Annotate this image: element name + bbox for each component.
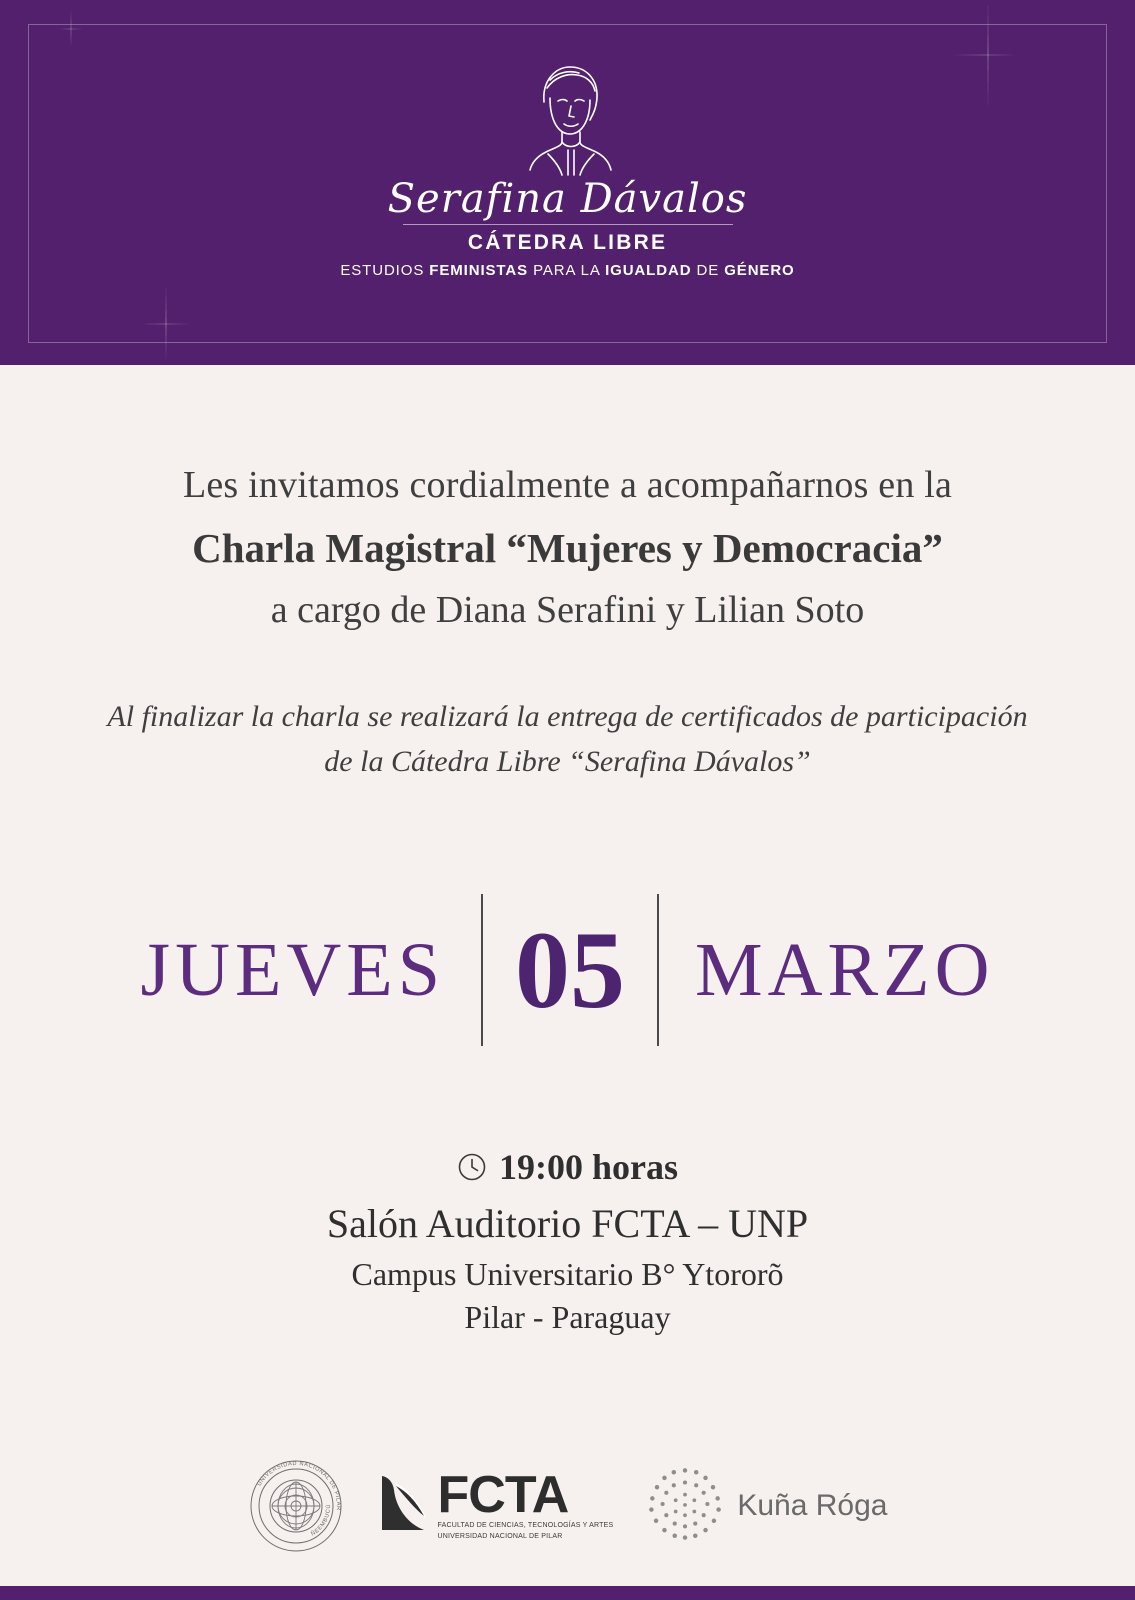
invitation-block (0, 365, 1135, 632)
kuna-roga-name: Kuña Róga (737, 1489, 888, 1522)
unp-logo (248, 1458, 344, 1554)
svg-text:UNIVERSIDAD NACIONAL DE PILAR: UNIVERSIDAD NACIONAL DE PILAR (256, 1460, 341, 1511)
fcta-name: FCTA (437, 1465, 569, 1524)
brand-subtitle-part: FEMINISTAS (429, 262, 529, 279)
fcta-mark-icon (374, 1472, 432, 1539)
date-day: 05 (515, 909, 625, 1031)
certificate-note (0, 694, 1135, 784)
kuna-roga-mark-icon (643, 1462, 727, 1551)
catedra-logo (0, 58, 1135, 279)
brand-subtitle-part: GÉNERO (724, 262, 795, 279)
brand-catedra-libre: CÁTEDRA LIBRE (467, 231, 668, 254)
brand-subtitle (0, 262, 1135, 279)
event-time: 19:00 horas (499, 1147, 678, 1187)
certificate-note-line-2: de la Cátedra Libre “Serafina Dávalos” (324, 745, 811, 778)
footer-logos (0, 1458, 1135, 1554)
footer-bar (0, 1586, 1135, 1600)
fcta-sub-2: UNIVERSIDAD NACIONAL DE PILAR (437, 1532, 563, 1540)
date-month: MARZO (695, 928, 995, 1012)
poster-header (0, 0, 1135, 365)
clock-icon (457, 1152, 487, 1182)
brand-script-name: Serafina Dávalos (387, 176, 748, 222)
brand-subtitle-part: DE (691, 262, 725, 279)
brand-subtitle-part: ESTUDIOS (340, 262, 430, 279)
brand-divider (403, 224, 733, 225)
svg-text:ÑEEMBUCÚ: ÑEEMBUCÚ (309, 1503, 332, 1538)
invitation-line-1: Les invitamos cordialmente a acompañarnos en la (182, 464, 953, 506)
poster-body (0, 365, 1135, 1600)
date-weekday: JUEVES (140, 928, 445, 1012)
brand-subtitle-part: PARA LA (528, 262, 606, 279)
brand-subtitle-part: IGUALDAD (605, 262, 692, 279)
fcta-sub-1: FACULTAD DE CIENCIAS, TECNOLOGÍAS Y ARTES (437, 1521, 614, 1529)
kuna-roga-logo (643, 1462, 887, 1551)
event-city: Pilar - Paraguay (464, 1299, 671, 1335)
event-time-row (0, 1146, 1135, 1188)
event-title: Charla Magistral “Mujeres y Democracia” (192, 525, 943, 571)
event-speakers: a cargo de Diana Serafini y Lilian Soto (270, 589, 865, 631)
certificate-note-line-1: Al finalizar la charla se realizará la entrega de certificados de participación (107, 700, 1028, 733)
event-date (0, 894, 1135, 1046)
fcta-wordmark (437, 1465, 614, 1542)
event-venue: Salón Auditorio FCTA – UNP (326, 1201, 809, 1246)
fcta-logo (374, 1465, 614, 1542)
event-address: Campus Universitario B° Ytororõ (351, 1256, 784, 1292)
portrait-icon (514, 58, 622, 176)
